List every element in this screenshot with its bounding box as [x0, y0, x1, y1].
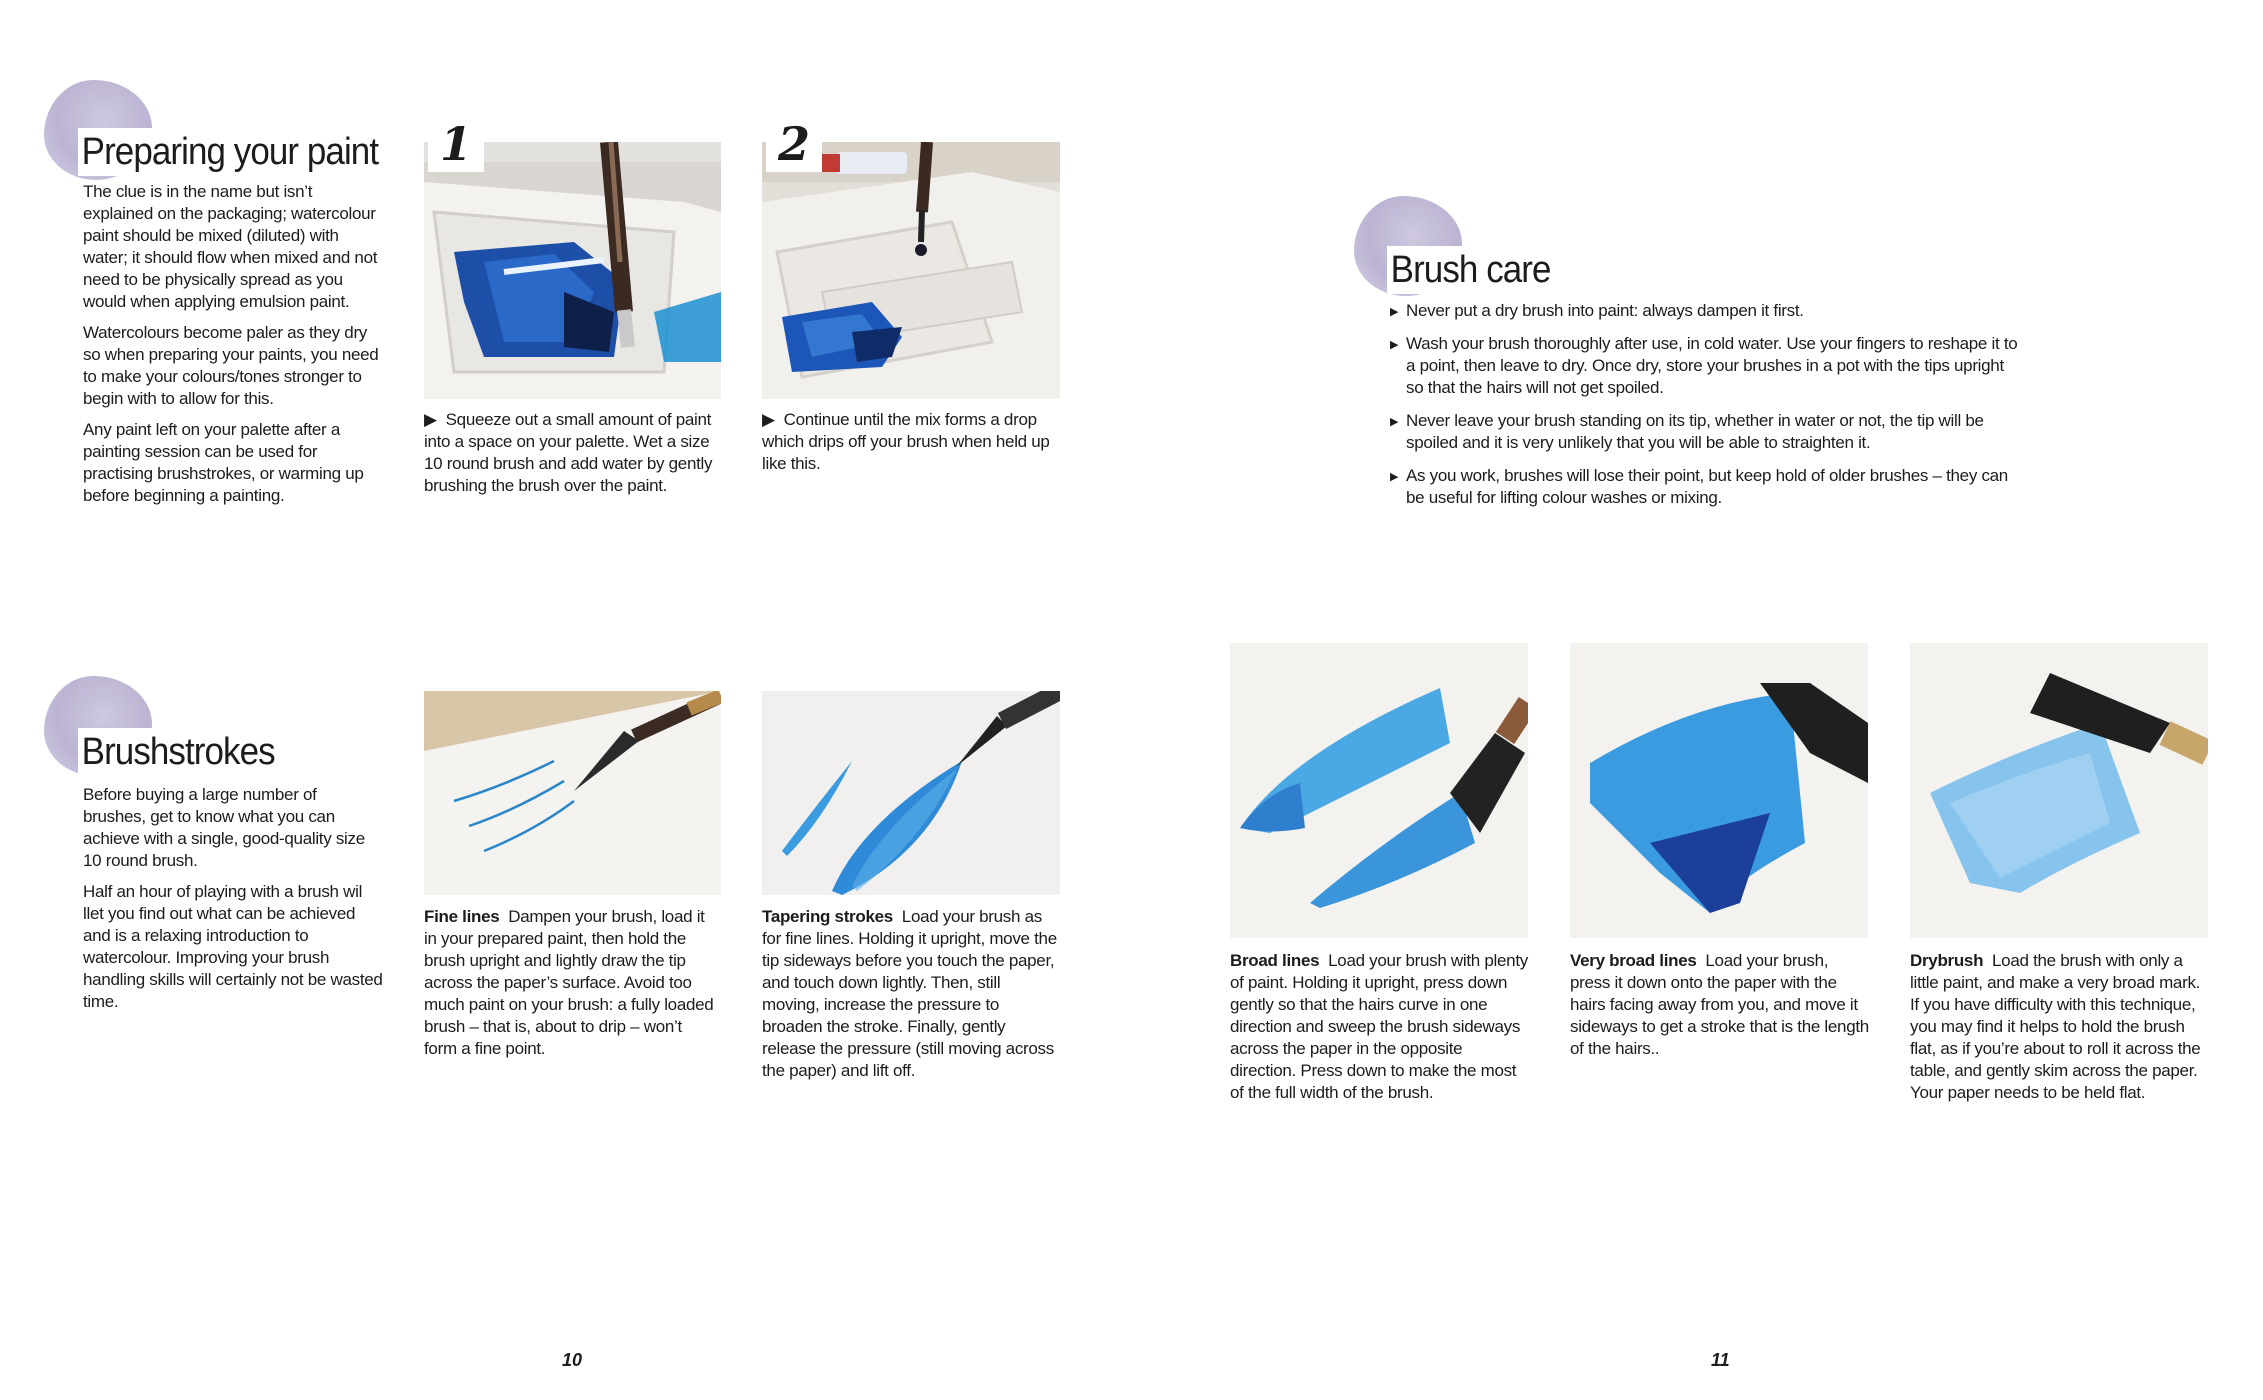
paragraph: Before buying a large number of brushes, get to know what you can achieve with a single, good-quality size 10 round brush. — [83, 785, 365, 870]
tapering-strokes-illustration — [762, 691, 1060, 895]
broad-lines-illustration — [1230, 643, 1528, 938]
fine-lines-text: Dampen your brush, load it in your prepared paint, then hold the brush upright and lightly draw the tip across the paper’s surface. Avoid too much paint on your brush: a fully loaded brush – that is, about to drip – won’t form a fine point. — [424, 907, 714, 1058]
section-title-brush-care: Brush care — [1387, 246, 1558, 294]
palette-mixing-illustration — [424, 142, 721, 399]
fine-lines-caption — [424, 906, 719, 1060]
fine-lines-photo — [424, 691, 721, 895]
brush-care-list — [1390, 300, 2020, 520]
very-broad-lines-caption — [1570, 950, 1870, 1060]
arrow-bullet-icon: ▶ — [424, 410, 446, 429]
very-broad-lines-illustration — [1570, 643, 1868, 938]
broad-lines-label: Broad lines — [1230, 951, 1320, 970]
step2-caption — [762, 409, 1052, 475]
tapering-strokes-label: Tapering strokes — [762, 907, 893, 926]
broad-lines-photo — [1230, 643, 1528, 938]
list-item: ▶ As you work, brushes will lose their point, but keep hold of older brushes – they can be useful for lifting colour washes or mixing. — [1390, 465, 2020, 509]
drybrush-illustration — [1910, 643, 2208, 938]
step1-photo — [424, 142, 721, 399]
fine-lines-illustration — [424, 691, 721, 895]
step1-caption — [424, 409, 714, 497]
section-title-brushstrokes: Brushstrokes — [78, 728, 282, 776]
paragraph: The clue is in the name but isn’t explained on the packaging; watercolour paint should be mixed (diluted) with water; it should flow when mixed and not need to be physically spread as you would when applying emulsion paint. — [83, 182, 378, 311]
paragraph: Any paint left on your palette after a painting session can be used for practising brushstrokes, or warming up before beginning a painting. — [83, 420, 364, 505]
page-number-left: 10 — [562, 1350, 583, 1370]
section-title-preparing: Preparing your paint — [78, 128, 385, 176]
step2-photo — [762, 142, 1060, 399]
tapering-strokes-photo — [762, 691, 1060, 895]
paint-drop-illustration — [762, 142, 1060, 399]
paragraph: Watercolours become paler as they dry so when preparing your paints, you need to make your colours/tones stronger to begin with to allow for this. — [83, 323, 379, 408]
list-item: ▶ Wash your brush thoroughly after use, in cold water. Use your fingers to reshape it to a point, then leave to dry. Once dry, store your brushes in a pot with the tips upright so that the hairs will not get spoiled. — [1390, 333, 2020, 399]
drybrush-label: Drybrush — [1910, 951, 1984, 970]
very-broad-lines-photo — [1570, 643, 1868, 938]
brushstrokes-body — [83, 784, 383, 1022]
step-number-2: 2 — [766, 116, 822, 172]
broad-lines-text: Load your brush with plenty of paint. Holding it upright, press down gently so that the hairs curve in one direction and sweep the brush sideways across the paper in the opposite direction. Press down to make the most of the full width of the brush. — [1230, 951, 1528, 1102]
page-number-right: 11 — [1711, 1350, 1730, 1370]
step2-caption-text: Continue until the mix forms a drop which drips off your brush when held up like this. — [762, 410, 1050, 473]
preparing-body — [83, 181, 383, 516]
drybrush-caption — [1910, 950, 2210, 1104]
list-item: ▶ Never leave your brush standing on its tip, whether in water or not, the tip will be spoiled and it is very unlikely that you will be able to straighten it. — [1390, 410, 2020, 454]
step-number-1: 1 — [428, 116, 484, 172]
very-broad-lines-label: Very broad lines — [1570, 951, 1697, 970]
drybrush-photo — [1910, 643, 2208, 938]
drybrush-text: Load the brush with only a little paint, and make a very broad mark. If you have difficulty with this technique, you may find it helps to hold the brush flat, as if you’re about to roll it across the table, and gently skim across the paper. Your paper needs to be held flat. — [1910, 951, 2201, 1102]
broad-lines-caption — [1230, 950, 1530, 1104]
tapering-strokes-text: Load your brush as for fine lines. Holding it upright, move the tip sideways before you touch the paper, and touch down lightly. Then, still moving, increase the pressure to broaden the stroke. Finally, gently release the pressure (still moving across the paper) and lift off. — [762, 907, 1057, 1080]
paragraph: Half an hour of playing with a brush wil llet you find out what can be achieved and is a relaxing introduction to watercolour. Improving your brush handling skills will certainly not be wasted time. — [83, 882, 383, 1011]
list-item: ▶ Never put a dry brush into paint: always dampen it first. — [1390, 300, 2020, 322]
very-broad-lines-text: Load your brush, press it down onto the paper with the hairs facing away from you, and move it sideways to get a stroke that is the length of the hairs.. — [1570, 951, 1869, 1058]
tapering-strokes-caption — [762, 906, 1057, 1082]
fine-lines-label: Fine lines — [424, 907, 500, 926]
arrow-bullet-icon: ▶ — [762, 410, 784, 429]
step1-caption-text: Squeeze out a small amount of paint into a space on your palette. Wet a size 10 round brush and add water by gently brushing the brush over the paint. — [424, 410, 713, 495]
